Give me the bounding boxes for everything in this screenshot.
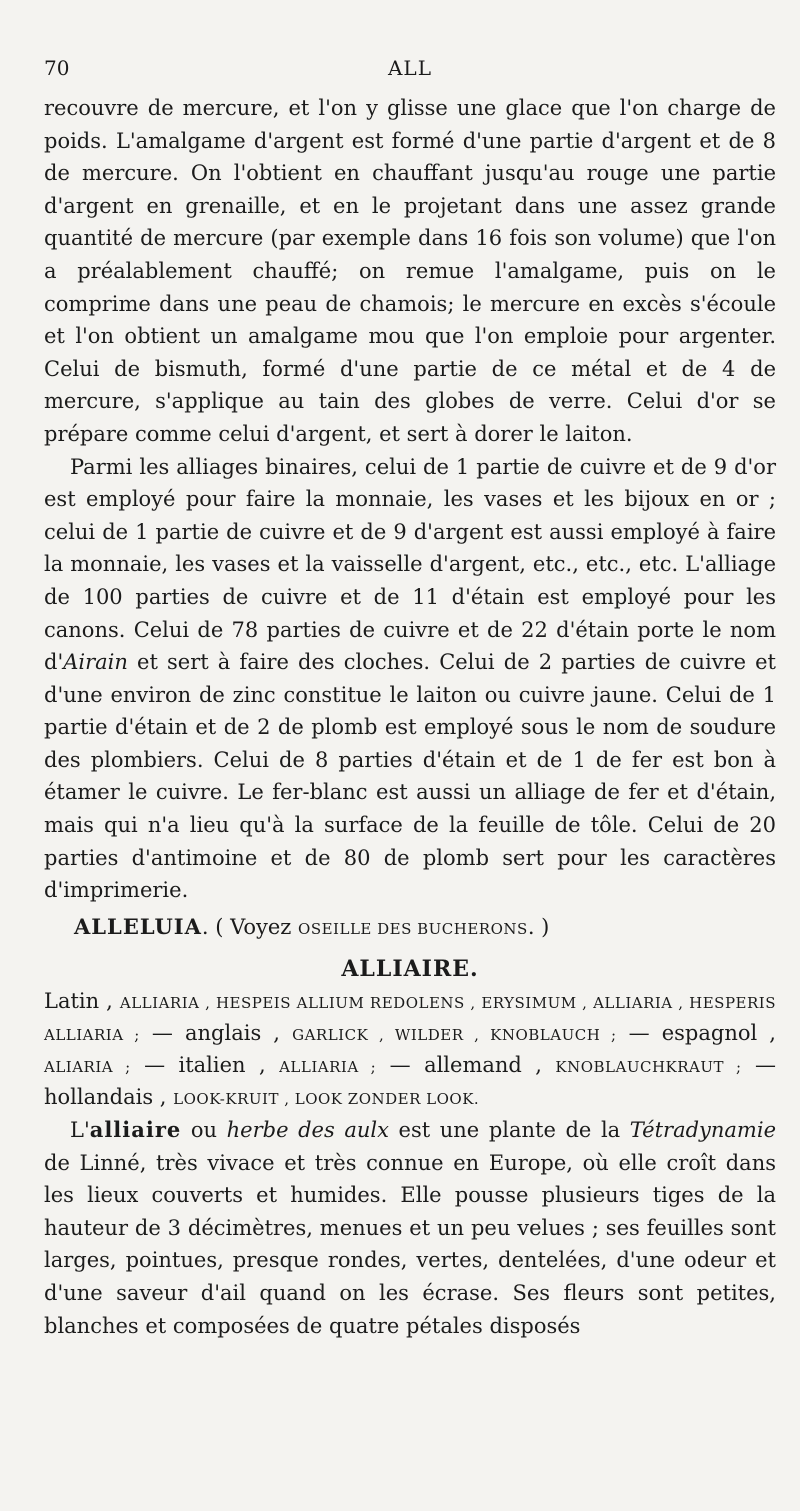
synonyms-block: [44, 986, 776, 1114]
entry-alleluia: [74, 911, 776, 946]
paragraph-alliages-text: Parmi les alliages binaires, celui de 1 partie de cuivre et de 9 d'or est employé pour faire la monnaie, les vases et les bijoux en or ; celui de 1 partie de cuivre et de 9 d'argent est aussi employé à faire la monnaie, les vases et la vaisselle d'argent, etc., etc., etc. L'alliage de 100 parties de cuivre et de 11 d'étain est employé pour les canons. Celui de 78 parties de cuivre et de 22 d'étain porte le nom d': [44, 454, 776, 675]
running-title: ALL: [387, 56, 432, 80]
alleluia-ref-open: . ( Voyez: [201, 914, 299, 939]
anglais-label: — anglais ,: [151, 1021, 280, 1046]
alleluia-headword: ALLELUIA: [74, 913, 202, 939]
paragraph-amalgames: recouvre de mercure, et l'on y glisse une glace que l'on charge de poids. L'amalgame d'argent est formé d'une partie d'argent et de 8 de mercure. On l'obtient en chauffant jusqu'au rouge une partie d'argent en grenaille, et en le projetant dans une assez grande quantité de mercure (par exemple dans 16 fois son volume) que l'on a préalablement chauffé; on remue l'amalgame, puis on le comprime dans une peau de chamois; le mercure en excès s'écoule et l'on obtient un amalgame mou que l'on emploie pour argenter. Celui de bismuth, formé d'une partie de ce métal et de 4 de mercure, s'applique au tain des globes de verre. Celui d'or se prépare comme celui d'argent, et sert à dorer le laiton.: [44, 96, 776, 446]
alliaire-term: alliaire: [89, 1117, 182, 1143]
paragraph-alliages-binaires: [44, 451, 776, 907]
page-number: 70: [44, 56, 70, 80]
hollandais-label: — hollandais ,: [44, 1053, 776, 1110]
para3-start: L': [70, 1118, 90, 1143]
herbe-des-aulx-term: herbe des aulx: [226, 1118, 389, 1143]
page-header: [44, 56, 776, 86]
latin-names: ALLIARIA , HESPEIS ALLIUM REDOLENS , ERYSIMUM , ALLIARIA , HESPERIS ALLIARIA ;: [44, 994, 776, 1045]
paragraph-alliages-end: et sert à faire des cloches. Celui de 2 parties de cuivre et d'une environ de zinc constitue le laiton ou cuivre jaune. Celui de 1 partie d'étain et de 2 de plomb est employé sous le nom de soudure des plombiers. Celui de 8 parties d'étain et de 1 de fer est bon à étamer le cuivre. Le fer-blanc est aussi un alliage de fer et d'étain, mais qui n'a lieu qu'à la surface de la feuille de tôle. Celui de 20 parties d'antimoine et de 80 de plomb sert pour les caractères d'imprimerie.: [44, 650, 776, 903]
para3-end: de Linné, très vivace et très connue en Europe, où elle croît dans les lieux couverts et humides. Elle pousse plusieurs tiges de la hauteur de 3 décimètres, menues et un peu velues ; ses feuilles sont larges, pointues, presque rondes, vertes, dentelées, d'une odeur et d'une saveur d'ail quand on les écrase. Ses fleurs sont petites, blanches et composées de quatre pétales disposés: [44, 1150, 776, 1338]
anglais-names: GARLICK , WILDER , KNOBLAUCH ;: [292, 1026, 617, 1045]
paragraph-alliaire-description: [44, 1114, 776, 1342]
tetradynamie-term: Tétradynamie: [629, 1118, 776, 1143]
page-body: [44, 92, 776, 1342]
para3-ou: ou: [181, 1118, 227, 1143]
para3-mid: est une plante de la: [388, 1118, 630, 1143]
entry-title-alliaire: ALLIAIRE.: [341, 956, 479, 983]
airain-term: Airain: [63, 650, 128, 675]
alleluia-ref-target: OSEILLE DES BUCHERONS: [298, 919, 528, 938]
espagnol-names: ALIARIA ;: [44, 1058, 131, 1077]
hollandais-names: LOOK-KRUIT , LOOK ZONDER LOOK.: [173, 1090, 480, 1109]
italien-names: ALLIARIA ;: [279, 1058, 377, 1077]
allemand-label: — allemand ,: [389, 1053, 542, 1078]
latin-label: Latin ,: [44, 989, 113, 1014]
alleluia-ref-close: . ): [527, 914, 550, 939]
espagnol-label: — espagnol ,: [628, 1021, 776, 1046]
italien-label: — italien ,: [144, 1053, 266, 1078]
allemand-names: KNOBLAUCHKRAUT ;: [555, 1058, 742, 1077]
